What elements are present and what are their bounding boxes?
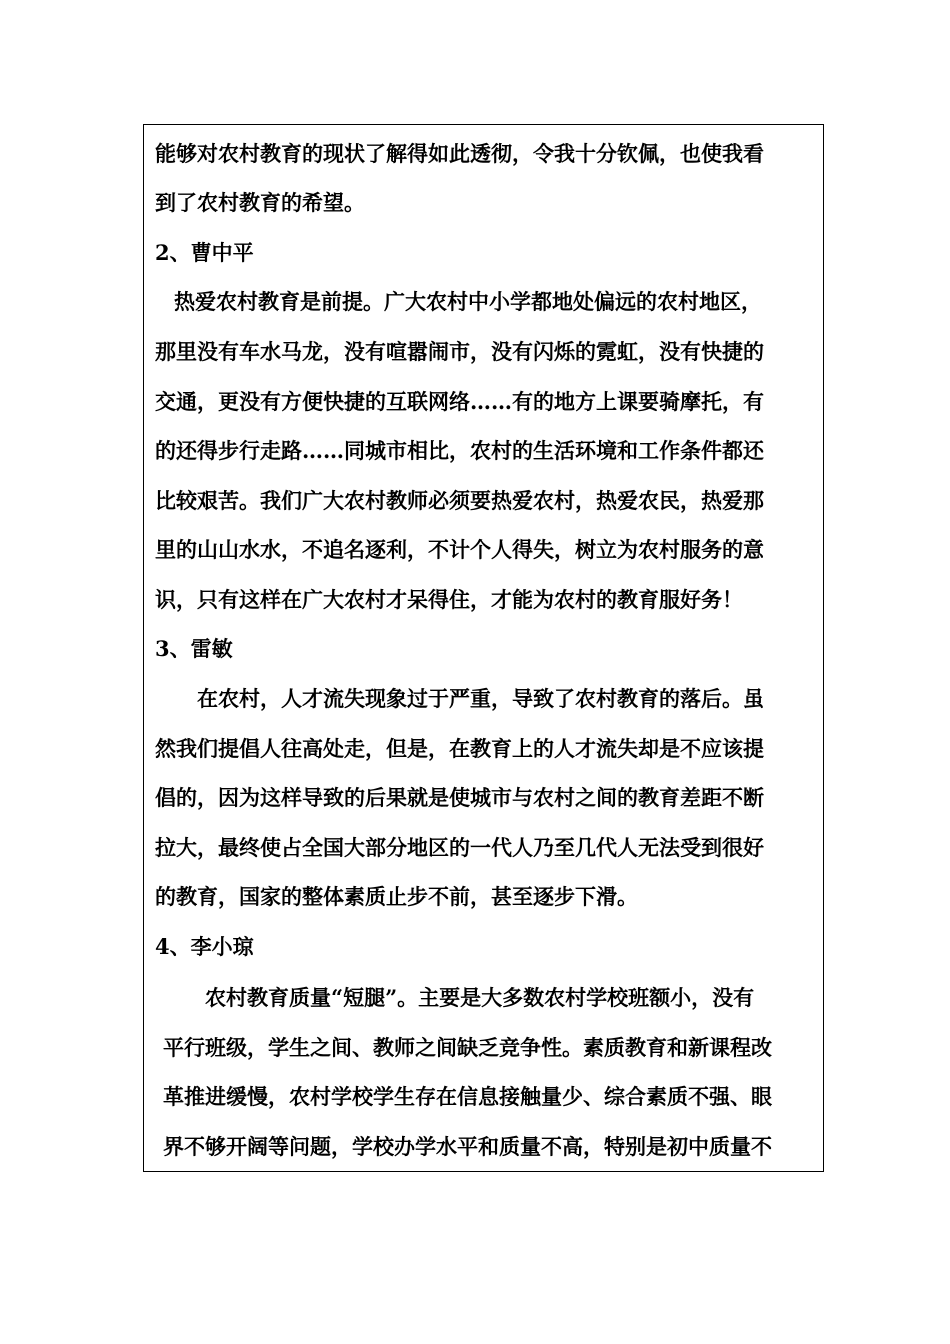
text-line-18: 农村教育质量“短腿”。主要是大多数农村学校班额小，没有 [205, 985, 755, 1010]
text-line-2: 到了农村教育的希望。 [155, 190, 365, 215]
content-table-cell [143, 124, 824, 1172]
text-line-19: 平行班级，学生之间、教师之间缺乏竞争性。素质教育和新课程改 [163, 1035, 772, 1060]
text-line-20: 革推进缓慢，农村学校学生存在信息接触量少、综合素质不强、眼 [163, 1084, 772, 1109]
text-line-9: 里的山山水水，不追名逐利，不计个人得失，树立为农村服务的意 [155, 537, 764, 562]
text-line-10: 识，只有这样在广大农村才呆得住，才能为农村的教育服好务！ [155, 587, 743, 612]
text-line-16: 的教育，国家的整体素质止步不前，甚至逐步下滑。 [155, 884, 638, 909]
text-line-6: 交通，更没有方便快捷的互联网络……有的地方上课要骑摩托，有 [155, 389, 764, 414]
text-line-13: 然我们提倡人往高处走，但是，在教育上的人才流失却是不应该提 [155, 736, 764, 761]
text-line-7: 的还得步行走路……同城市相比，农村的生活环境和工作条件都还 [155, 438, 764, 463]
section-heading-li-xiaoqiong: 4、李小琼 [155, 934, 254, 959]
section-heading-cao-zhongping: 2、曹中平 [155, 240, 254, 265]
text-line-21: 界不够开阔等问题，学校办学水平和质量不高，特别是初中质量不 [163, 1134, 772, 1159]
text-line-14: 倡的，因为这样导致的后果就是使城市与农村之间的教育差距不断 [155, 785, 764, 810]
text-line-1: 能够对农村教育的现状了解得如此透彻，令我十分钦佩，也使我看 [155, 141, 764, 166]
text-line-5: 那里没有车水马龙，没有喧嚣闹市，没有闪烁的霓虹，没有快捷的 [155, 339, 764, 364]
text-line-8: 比较艰苦。我们广大农村教师必须要热爱农村，热爱农民，热爱那 [155, 488, 764, 513]
text-line-12: 在农村，人才流失现象过于严重，导致了农村教育的落后。虽 [197, 686, 764, 711]
text-line-15: 拉大，最终使占全国大部分地区的一代人乃至几代人无法受到很好 [155, 835, 764, 860]
text-line-4: 热爱农村教育是前提。广大农村中小学都地处偏远的农村地区， [174, 289, 762, 314]
section-heading-lei-min: 3、雷敏 [155, 636, 233, 661]
